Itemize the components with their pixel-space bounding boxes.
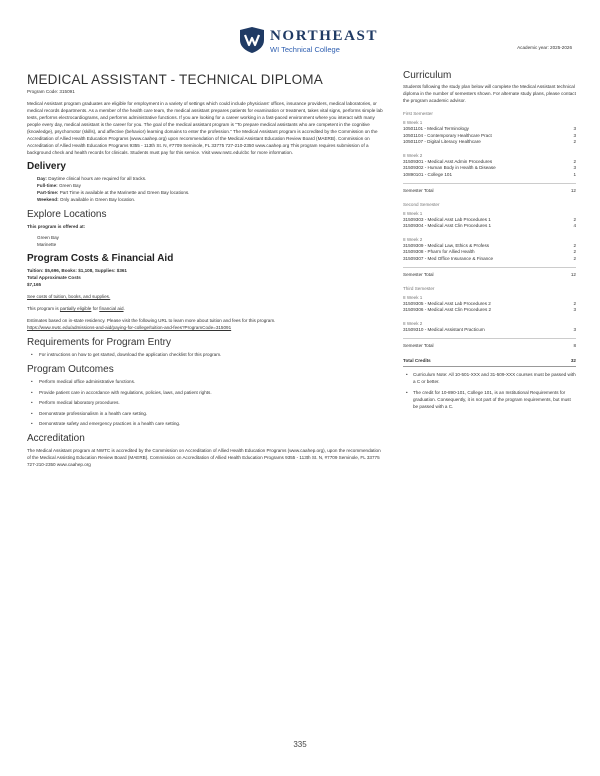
program-description: Medical Assistant program graduates are eligible for employment in a variety of settings which could include physicians' offices, insurance providers, medical laboratories, or medical records departments. As a member of the health care team, the medical assistant prepares patients for examination or treatment, takes vital signs, performs simple lab tests, performs electrocardiograms, and performs administrative functions. If you are looking for a career working in a fast-paced environment where you interact with many people every day, medical assistant is the career for you. The goal of the medical assistant program is "To prepare medical assistants who are competent in the cognitive (knowledge), psychomotor (skills), and affective (behavior) learning domains to enter the profession." The Medical Assistant program is accredited by the Commission on the Accreditation of Allied Health Education Programs (www.caahep.org) upon recommendation of the Medical Assistant Education Review Board (MAERB). Commission on Accreditation of Allied Health Education Programs 9355 - 113th St. N, #7709 Seminole, FL 33775 727-210-2350 www.caahep.org This program requires submission of a background check and health records for clinicals. Students must pay for this service. Visit www.nwtc.edu/cbc for more information. [27, 101, 383, 155]
academic-year: Academic year: 2025-2026 [517, 45, 572, 50]
accreditation-text: The Medical Assistant program at NWTC is accredited by the Commission on Accreditation of Allied Health Education Programs (www.caahep.org), upon the recommendation of the Medical Assisting Education Review Board (MAERB). Commission on Accreditation of Allied Health Education Programs 9355 - 113th St. N, #7709 Seminole, FL 33775 727-210-2350 www.caahep.org [27, 448, 381, 467]
delivery-item: Day: Daytime clinical hours are required for all tracks. [37, 176, 147, 181]
course-row: 10501104 - Contemporary Healthcare Pract 3 [403, 132, 576, 138]
curriculum-note: • The credit for 10-890-101, College 101, is an Institutional Requirements for graduation. Consequently, it is not part of the program requirements, but must be passed with a C. [403, 389, 576, 410]
week-label: 8 Week 1 [403, 294, 423, 300]
costs-heading: Program Costs & Financial Aid [27, 253, 174, 264]
delivery-heading: Delivery [27, 161, 66, 172]
delivery-item: Full-time: Green Bay [37, 183, 81, 188]
semester-block [403, 286, 576, 350]
outcome-item: • Demonstrate safety and emergency practices in a health care setting. [27, 420, 385, 427]
location-item: Green Bay [37, 235, 59, 240]
course-row: 31509308 - Pharm for Allied Health 2 [403, 249, 576, 254]
week-label: 8 Week 2 [403, 152, 423, 158]
outcome-item: • Provide patient care in accordance with regulations, policies, laws, and patient rights. [27, 389, 385, 396]
requirements-list [27, 351, 385, 358]
requirement-item: • For instructions on how to get started, download the application checklist for this program. [27, 351, 385, 358]
week-label: 8 Week 2 [403, 320, 423, 326]
partially-eligible-link[interactable]: partially eligible [59, 306, 92, 311]
shield-logo-icon [238, 26, 266, 54]
curriculum-intro: Students following the study plan below will complete the Medical Assistant technical diploma in the number of semesters shown. For alternate study plans, please contact the program academic advisor. [403, 84, 576, 103]
tuition-line: Tuition: $5,696, Books: $1,108, Supplies: $361 [27, 268, 127, 273]
see-costs-link[interactable]: See costs of tuition, books, and supplies. [27, 294, 111, 299]
outcome-item: • Perform medical laboratory procedures. [27, 399, 385, 406]
logo-name: NORTHEAST [270, 28, 379, 44]
course-row: 10501107 - Digital Literacy Healthcare 2 [403, 139, 576, 144]
program-details-column [27, 70, 385, 468]
course-row: 31509303 - Medical Asst Lab Procedures 1 2 [403, 216, 576, 222]
tuition-url-link[interactable]: https://www.nwtc.edu/admissions-and-aid/paying-for-college/tuition-and-fees?ProgramCode=315091 [27, 325, 232, 330]
course-row: 10890101 - College 101 1 [403, 171, 576, 177]
page-title: MEDICAL ASSISTANT - TECHNICAL DIPLOMA [27, 72, 323, 87]
week-label: 8 Week 1 [403, 120, 423, 125]
semester-block [403, 202, 576, 279]
outcomes-list [27, 378, 385, 427]
delivery-list [27, 175, 385, 203]
locations-heading: Explore Locations [27, 209, 107, 220]
offered-at-label: This program is offered at: [27, 224, 86, 229]
page-number: 335 [293, 740, 307, 749]
week-label: 8 Week 1 [403, 210, 423, 216]
course-row: 10501101 - Medical Terminology 3 [403, 126, 576, 131]
financial-aid-link[interactable]: financial aid [99, 306, 124, 311]
curriculum-column [403, 70, 576, 414]
total-costs-label: Total Approximate Costs [27, 275, 81, 280]
course-row: 31509310 - Medical Assistant Practicum 3 [403, 326, 576, 332]
delivery-item: Part-time: Part Time is available at the Marinette and Green Bay locations. [37, 190, 190, 195]
course-row: 31509301 - Medical Asst Admin Procedures 2 [403, 158, 576, 164]
curriculum-notes [403, 371, 576, 410]
curriculum-note: • Curriculum Note: All 10-501-XXX and 31-509-XXX courses must be passed with a C or better. [403, 371, 576, 385]
location-list [27, 234, 385, 248]
outcome-item: • Perform medical office administrative functions. [27, 378, 385, 385]
week-label: 8 Week 2 [403, 236, 423, 242]
accreditation-heading: Accreditation [27, 433, 85, 444]
logo-subtitle: WI Technical College [270, 45, 340, 54]
course-row: 31509304 - Medical Asst Clin Procedures 1 4 [403, 223, 576, 228]
course-row: 31509309 - Medical Law, Ethics & Profess 2 [403, 242, 576, 248]
curriculum-heading: Curriculum [403, 70, 452, 81]
location-item: Marinette [37, 242, 57, 247]
course-row: 31509307 - Med Office Insurance & Finance 2 [403, 255, 576, 261]
delivery-item: Weekend: Only available in Green Bay location. [37, 197, 136, 202]
semester-block [403, 111, 576, 195]
semester-total: Semester Total 12 [403, 267, 576, 279]
semester-total: Semester Total 12 [403, 183, 576, 195]
requirements-heading: Requirements for Program Entry [27, 337, 171, 348]
semester-name: Third Semester [403, 285, 435, 291]
course-row: 31509306 - Medical Asst Clin Procedures 2 3 [403, 307, 576, 312]
college-logo [228, 26, 388, 58]
course-row: 31509302 - Human Body in Health & Disease 3 [403, 165, 576, 170]
course-row: 31509305 - Medical Asst Lab Procedures 2 2 [403, 300, 576, 306]
total-credits: Total Credits 32 [403, 358, 576, 368]
semester-name: Second Semester [403, 201, 440, 207]
estimate-note: Estimates based on in-state residency. Please visit the following URL to learn more about tuition and fees for this program. [27, 318, 276, 323]
financial-aid-eligibility: This program is partially eligible for financial aid. [27, 306, 125, 311]
semester-total: Semester Total 8 [403, 338, 576, 350]
total-costs-value: $7,165 [27, 282, 42, 287]
outcome-item: • Demonstrate professionalism in a health care setting. [27, 410, 385, 417]
program-code: Program Code: 315091 [27, 89, 75, 94]
outcomes-heading: Program Outcomes [27, 364, 114, 375]
semester-name: First Semester [403, 111, 433, 116]
